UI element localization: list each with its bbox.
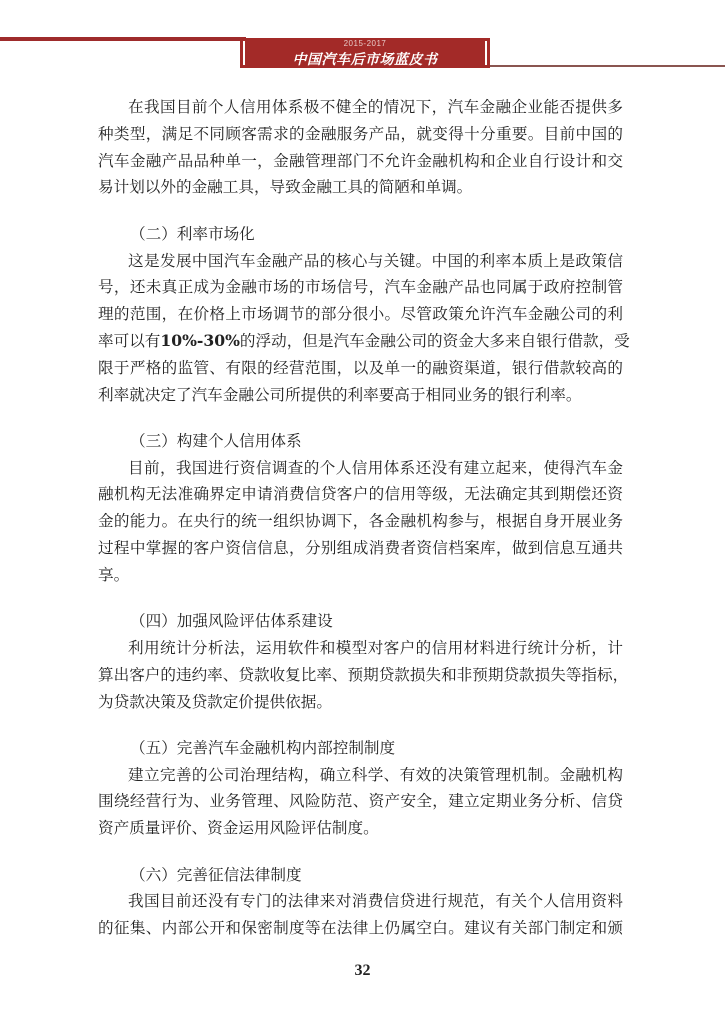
section-heading: （三）构建个人信用体系 bbox=[130, 431, 302, 450]
paragraph-line: 算出客户的违约率、贷款收复比率、预期贷款损失和非预期贷款损失等指标， bbox=[98, 665, 629, 684]
paragraph-line: 理的范围，在价格上市场调节的部分很小。尽管政策允许汽车金融公司的利 bbox=[98, 305, 623, 324]
section-heading: （四）加强风险评估体系建设 bbox=[130, 612, 333, 631]
paragraph-line: 种类型，满足不同顾客需求的金融服务产品，就变得十分重要。目前中国的 bbox=[98, 124, 623, 143]
header-rule-left bbox=[0, 37, 246, 41]
header-title: 中国汽车后市场蓝皮书 bbox=[292, 52, 438, 68]
section-heading: （六）完善征信法律制度 bbox=[130, 865, 302, 884]
paragraph-line: 限于严格的监管、有限的经营范围，以及单一的融资渠道，银行借款较高的 bbox=[98, 358, 623, 377]
section-heading: （五）完善汽车金融机构内部控制制度 bbox=[130, 738, 396, 757]
paragraph-line: 享。 bbox=[98, 565, 130, 584]
paragraph-line: 过程中掌握的客户资信信息，分别组成消费者资信档案库，做到信息互通共 bbox=[98, 539, 623, 557]
paragraph-line: 金的能力。在央行的统一组织协调下，各金融机构参与，根据自身开展业务 bbox=[98, 512, 623, 531]
header-rule-right bbox=[488, 65, 725, 67]
page-number: 32 bbox=[354, 962, 371, 979]
paragraph-line: 建立完善的公司治理结构，确立科学、有效的决策管理机制。金融机构 bbox=[128, 765, 623, 784]
paragraph-line: 汽车金融产品品种单一，金融管理部门不允许金融机构和企业自行设计和交 bbox=[98, 151, 623, 170]
paragraph-line: 利用统计分析法，运用软件和模型对客户的信用材料进行统计分析，计 bbox=[128, 638, 623, 657]
paragraph-line: 目前，我国进行资信调查的个人信用体系还没有建立起来，使得汽车金 bbox=[128, 458, 623, 477]
paragraph-line: 为贷款决策及贷款定价提供依据。 bbox=[98, 692, 332, 711]
header-years: 2015-2017 bbox=[343, 39, 387, 48]
paragraph-line: 率可以有10%-30%的浮动，但是汽车金融公司的资金大多来自银行借款，受 bbox=[98, 330, 630, 350]
paragraph-line: 融机构无法准确界定申请消费信贷客户的信用等级，无法确定其到期偿还资 bbox=[98, 485, 623, 504]
rate-range: 10%-30% bbox=[160, 330, 240, 350]
paragraph-line: 我国目前还没有专门的法律来对消费信贷进行规范，有关个人信用资料 bbox=[128, 892, 623, 911]
paragraph-line: 在我国目前个人信用体系极不健全的情况下，汽车金融企业能否提供多 bbox=[128, 98, 623, 116]
paragraph-line: 的征集、内部公开和保密制度等在法律上仍属空白。建议有关部门制定和颁 bbox=[98, 919, 623, 938]
header-title-box bbox=[240, 38, 490, 68]
paragraph-line: 这是发展中国汽车金融产品的核心与关键。中国的利率本质上是政策信 bbox=[128, 251, 623, 270]
paragraph-line: 利率就决定了汽车金融公司所提供的利率要高于相同业务的银行利率。 bbox=[98, 385, 582, 404]
paragraph-line: 资产质量评价、资金运用风险评估制度。 bbox=[98, 819, 379, 838]
paragraph-line: 易计划以外的金融工具，导致金融工具的简陋和单调。 bbox=[98, 178, 473, 197]
section-heading: （二）利率市场化 bbox=[130, 224, 255, 243]
paragraph-line: 号，还未真正成为金融市场的市场信号，汽车金融产品也同属于政府控制管 bbox=[98, 278, 623, 297]
paragraph-line: 围绕经营行为、业务管理、风险防范、资产安全，建立定期业务分析、信贷 bbox=[98, 792, 623, 811]
